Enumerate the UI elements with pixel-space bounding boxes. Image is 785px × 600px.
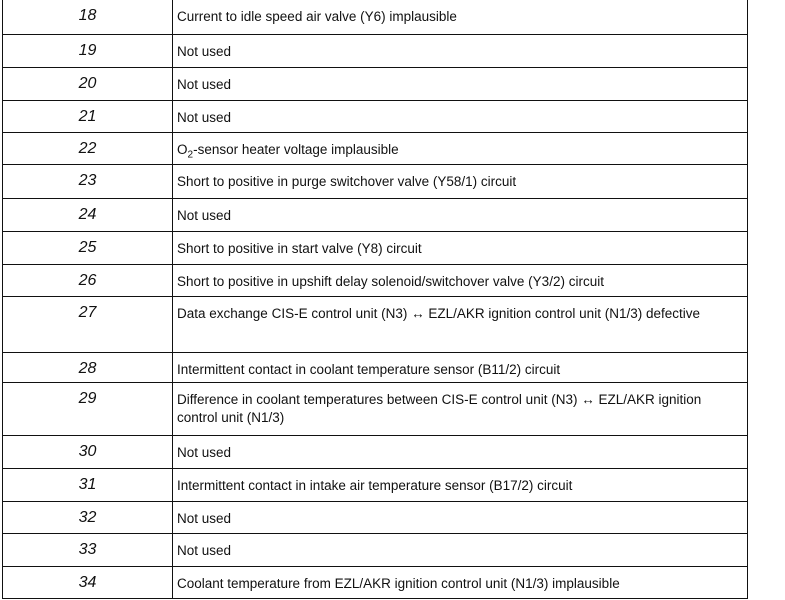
- fault-code: 25: [3, 232, 173, 264]
- fault-description: Not used: [177, 44, 232, 59]
- fault-code: 21: [3, 101, 173, 132]
- table-row: [3, 502, 747, 534]
- o2-description: -sensor heater voltage implausible: [193, 142, 399, 157]
- fault-description: Short to positive in upshift delay solenoid/switchover valve (Y3/2) circuit: [177, 274, 604, 289]
- fault-code: 32: [3, 502, 173, 533]
- fault-code: 31: [3, 469, 173, 501]
- fault-code: 24: [3, 199, 173, 231]
- fault-code: 23: [3, 165, 173, 198]
- fault-description: Short to positive in purge switchover valve (Y58/1) circuit: [177, 174, 517, 189]
- table-row: [3, 534, 747, 567]
- table-row: [3, 265, 747, 297]
- fault-description: Intermittent contact in intake air temperature sensor (B17/2) circuit: [177, 478, 573, 493]
- o2-label: O: [177, 142, 188, 157]
- fault-description: Not used: [177, 511, 232, 526]
- table-row: [3, 68, 747, 101]
- table-row: [3, 383, 747, 436]
- fault-code: 20: [3, 68, 173, 100]
- table-row: [3, 0, 747, 35]
- fault-code: 26: [3, 265, 173, 296]
- table-row: [3, 101, 747, 133]
- fault-code: 27: [3, 297, 173, 352]
- fault-description: Not used: [177, 445, 232, 460]
- fault-code: 33: [3, 534, 173, 566]
- fault-code: 30: [3, 436, 173, 468]
- fault-description: Difference in coolant temperatures between CIS-E control unit (N3) ↔ EZL/AKR ignition control unit (N1/3): [177, 392, 702, 425]
- table-row: [3, 35, 747, 68]
- table-row: [3, 165, 747, 199]
- fault-description: Intermittent contact in coolant temperature sensor (B11/2) circuit: [177, 362, 561, 377]
- table-row: [3, 469, 747, 502]
- fault-description: Not used: [177, 77, 232, 92]
- fault-description: Current to idle speed air valve (Y6) implausible: [177, 9, 457, 24]
- fault-description: Not used: [177, 208, 232, 223]
- o2-subscript: 2: [187, 149, 194, 161]
- table-row: [3, 297, 747, 353]
- fault-description: Short to positive in start valve (Y8) circuit: [177, 241, 422, 256]
- fault-code-table: [2, 0, 748, 599]
- table-row: [3, 232, 747, 265]
- fault-code: 18: [3, 0, 173, 34]
- table-row: [3, 436, 747, 469]
- fault-code: 28: [3, 353, 173, 382]
- table-row: [3, 353, 747, 383]
- fault-description: [173, 133, 747, 164]
- fault-code: 34: [3, 567, 173, 598]
- fault-code: 29: [3, 383, 173, 435]
- fault-description: Not used: [177, 543, 232, 558]
- table-row: [3, 567, 747, 599]
- fault-code: 22: [3, 133, 173, 164]
- fault-code: 19: [3, 35, 173, 67]
- fault-description: Not used: [177, 110, 232, 125]
- table-row: [3, 133, 747, 165]
- fault-description: Coolant temperature from EZL/AKR ignition control unit (N1/3) implausible: [177, 576, 620, 591]
- table-row: [3, 199, 747, 232]
- fault-description: Data exchange CIS-E control unit (N3) ↔ EZL/AKR ignition control unit (N1/3) defective: [177, 306, 700, 321]
